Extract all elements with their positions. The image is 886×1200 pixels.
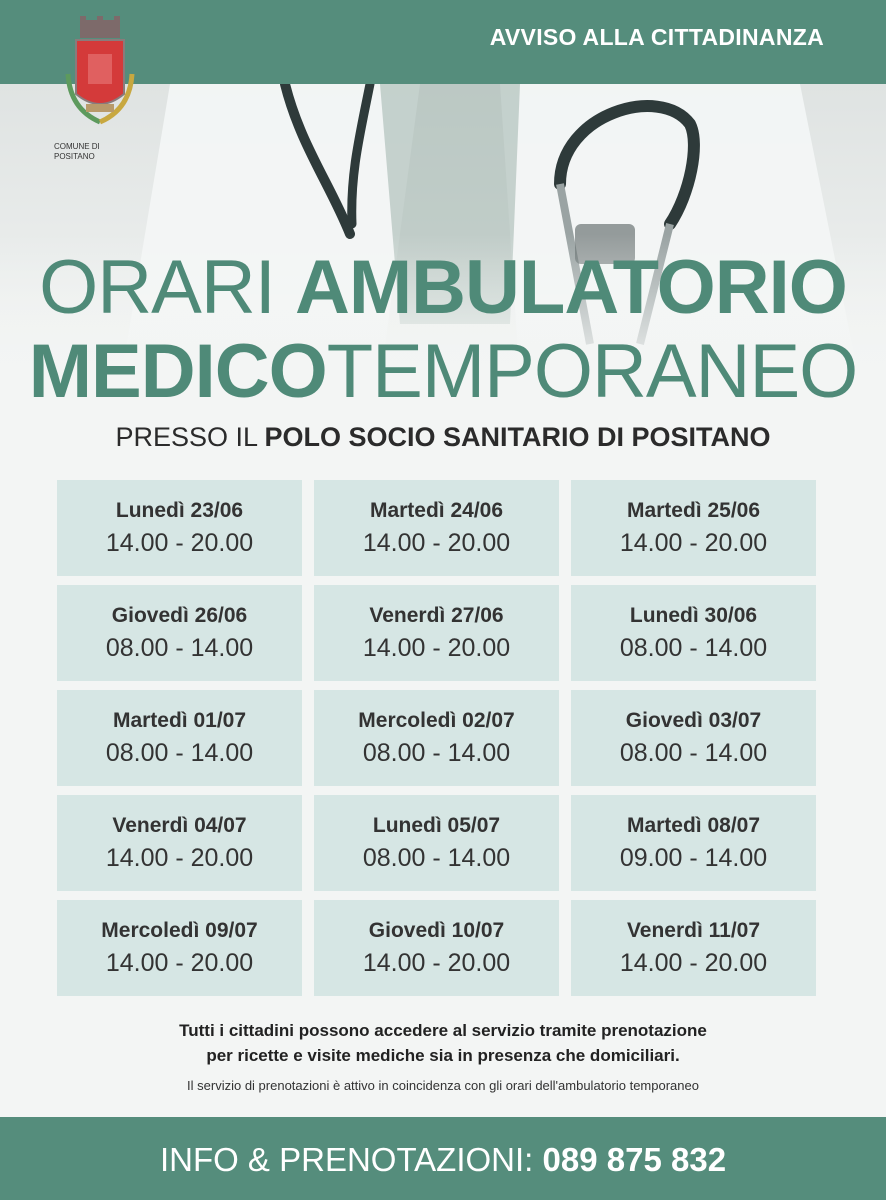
info-note: Il servizio di prenotazioni è attivo in coincidenza con gli orari dell'ambulatorio temporaneo [187,1078,699,1093]
contact-info [0,1141,886,1179]
schedule-day: Lunedì 30/06 [629,603,758,627]
schedule-day: Martedì 25/06 [626,498,761,522]
schedule-day: Martedì 01/07 [112,708,247,732]
contact-label: INFO & PRENOTAZIONI: [159,1141,534,1178]
schedule-cell [571,795,816,891]
schedule-cell [314,585,559,681]
schedule-cell [571,585,816,681]
schedule-day: Venerdì 11/07 [626,918,761,942]
schedule-hours: 14.00 - 20.00 [105,843,254,872]
schedule-cell [57,585,302,681]
schedule-day: Venerdì 27/06 [369,603,504,627]
schedule-hours: 08.00 - 14.00 [105,738,254,767]
schedule-hours: 08.00 - 14.00 [362,738,511,767]
schedule-hours: 08.00 - 14.00 [362,843,511,872]
schedule-cell [314,690,559,786]
phone-number[interactable]: 089 875 832 [542,1141,727,1178]
schedule-hours: 14.00 - 20.00 [619,528,768,557]
schedule-cell [571,690,816,786]
schedule-cell [57,795,302,891]
schedule-hours: 14.00 - 20.00 [619,948,768,977]
schedule-day: Lunedì 23/06 [115,498,244,522]
schedule-day: Giovedì 26/06 [111,603,248,627]
schedule-day: Martedì 08/07 [626,813,761,837]
schedule-day: Mercoledì 02/07 [358,708,515,732]
title-orari: ORARI [39,245,275,330]
schedule-grid [57,480,816,996]
schedule-day: Giovedì 10/07 [368,918,505,942]
municipality-line2: POSITANO [54,152,95,161]
schedule-hours: 08.00 - 14.00 [619,633,768,662]
bottom-banner [0,1117,886,1200]
schedule-hours: 08.00 - 14.00 [619,738,768,767]
schedule-hours: 14.00 - 20.00 [105,528,254,557]
info-line1: Tutti i cittadini possono accedere al servizio tramite prenotazione [179,1021,707,1040]
title-temporaneo: TEMPORANEO [326,329,858,414]
schedule-day: Lunedì 05/07 [372,813,501,837]
location-subtitle [0,422,886,453]
notice-label: AVVISO ALLA CITTADINANZA [489,24,824,50]
schedule-hours: 09.00 - 14.00 [619,843,768,872]
schedule-cell [571,900,816,996]
schedule-day: Martedì 24/06 [369,498,504,522]
schedule-cell [57,480,302,576]
schedule-cell [314,795,559,891]
schedule-hours: 14.00 - 20.00 [105,948,254,977]
schedule-cell [57,900,302,996]
title-ambulatorio: AMBULATORIO [294,245,847,330]
schedule-cell [571,480,816,576]
municipality-line1: COMUNE DI [54,142,100,151]
subtitle-prefix: PRESSO IL [115,422,257,452]
schedule-cell [57,690,302,786]
subtitle-location: POLO SOCIO SANITARIO DI POSITANO [264,422,771,452]
schedule-day: Mercoledì 09/07 [101,918,258,942]
title-line1 [0,245,886,330]
schedule-cell [314,480,559,576]
schedule-hours: 14.00 - 20.00 [362,633,511,662]
schedule-hours: 08.00 - 14.00 [105,633,254,662]
schedule-day: Giovedì 03/07 [625,708,762,732]
schedule-hours: 14.00 - 20.00 [362,948,511,977]
schedule-day: Venerdì 04/07 [112,813,247,837]
title-line2 [0,329,886,414]
municipality-name [54,142,134,162]
info-line2: per ricette e visite mediche sia in presenza che domiciliari. [206,1046,680,1065]
schedule-hours: 14.00 - 20.00 [362,528,511,557]
schedule-cell [314,900,559,996]
title-medico: MEDICO [28,329,327,414]
